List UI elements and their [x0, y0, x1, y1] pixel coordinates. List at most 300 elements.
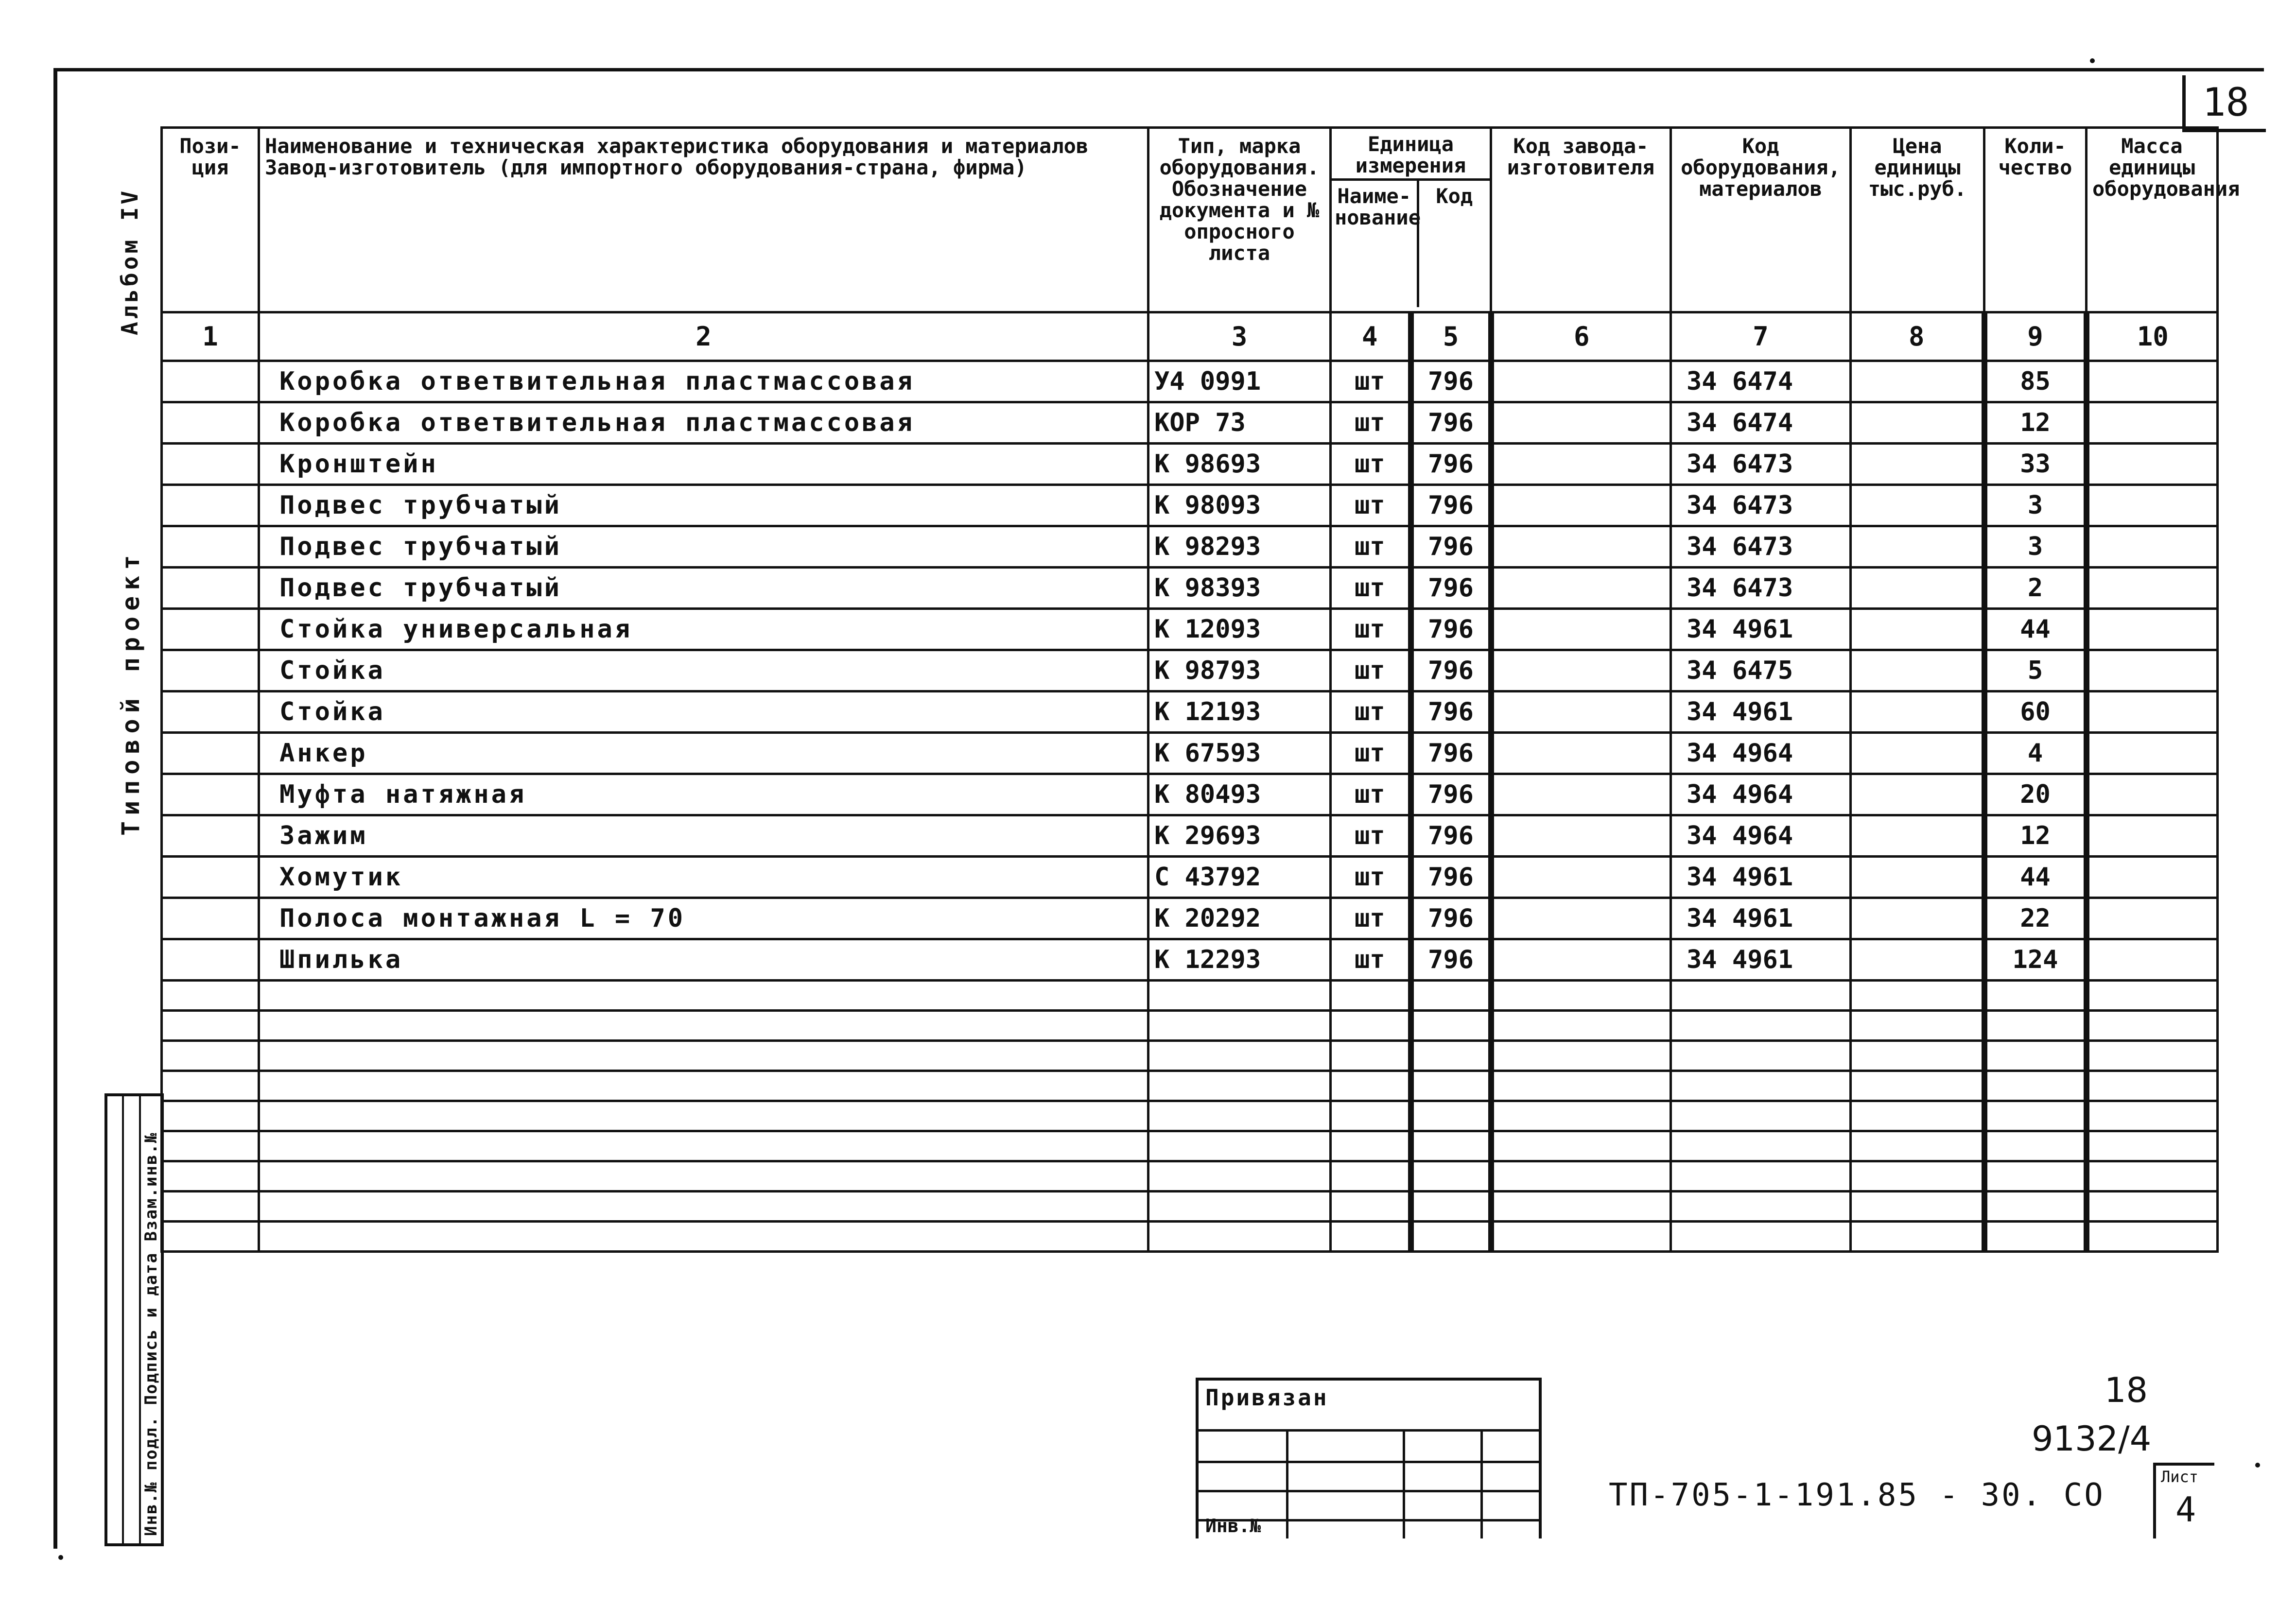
cell-code: 796: [1411, 898, 1491, 939]
cell-material-code: 34 6473: [1671, 526, 1851, 568]
cell-empty: [162, 568, 259, 609]
table-row: [162, 485, 2218, 526]
cell-empty: [2087, 1131, 2218, 1161]
cell-qty: 4: [1984, 733, 2087, 774]
header-unit-code: Код: [1436, 184, 1473, 208]
cell-empty: [2087, 691, 2218, 733]
cell-empty: [1491, 815, 1671, 857]
column-number: 9: [1984, 312, 2087, 361]
cell-empty: [1148, 1011, 1331, 1041]
cell-empty: [2087, 1161, 2218, 1192]
cell-empty: [1148, 981, 1331, 1011]
cell-material-code: 34 6473: [1671, 485, 1851, 526]
table-row-empty: [162, 981, 2218, 1011]
header-units-label: Единица измерения: [1332, 129, 1490, 181]
cell-empty: [1851, 1101, 1984, 1131]
cell-unit: шт: [1331, 650, 1411, 691]
cell-material-code: 34 6475: [1671, 650, 1851, 691]
table-row: [162, 609, 2218, 650]
header-name: Наименование и техническая характеристика оборудования и материалов Завод-изготовитель (для импортного оборудования-страна, фирма): [259, 128, 1148, 312]
cell-empty: [1491, 650, 1671, 691]
cell-empty: [1984, 1041, 2087, 1071]
cell-empty: [1491, 939, 1671, 981]
header-units-sub: [1332, 181, 1490, 307]
cell-empty: [1491, 485, 1671, 526]
cell-empty: [1671, 1011, 1851, 1041]
cell-code: 796: [1411, 402, 1491, 444]
cell-empty: [1984, 1101, 2087, 1131]
cell-empty: [1671, 981, 1851, 1011]
cell-empty: [1331, 1161, 1411, 1192]
cell-empty: [1148, 1131, 1331, 1161]
cell-empty: [1851, 402, 1984, 444]
cell-unit: шт: [1331, 733, 1411, 774]
cell-unit: шт: [1331, 898, 1411, 939]
table-row: [162, 568, 2218, 609]
cell-type: К 67593: [1148, 733, 1331, 774]
approval-stamp: [104, 1093, 164, 1546]
cell-material-code: 34 4961: [1671, 691, 1851, 733]
cell-empty: [2087, 815, 2218, 857]
cell-empty: [1984, 1071, 2087, 1101]
cell-empty: [1148, 1192, 1331, 1222]
cell-empty: [162, 485, 259, 526]
cell-material-code: 34 4961: [1671, 939, 1851, 981]
cell-code: 796: [1411, 526, 1491, 568]
cell-type: К 98393: [1148, 568, 1331, 609]
table-row: [162, 815, 2218, 857]
cell-empty: [162, 402, 259, 444]
cell-empty: [1148, 1071, 1331, 1101]
cell-empty: [1851, 1161, 1984, 1192]
cell-empty: [1491, 402, 1671, 444]
cell-material-code: 34 4961: [1671, 857, 1851, 898]
cell-empty: [1851, 857, 1984, 898]
cell-empty: [1851, 898, 1984, 939]
cell-empty: [1411, 1222, 1491, 1252]
cell-empty: [2087, 898, 2218, 939]
cell-name: Стойка: [259, 650, 1148, 691]
cell-empty: [1411, 1041, 1491, 1071]
cell-empty: [1851, 526, 1984, 568]
cell-empty: [1851, 1071, 1984, 1101]
cell-empty: [162, 609, 259, 650]
cell-empty: [2087, 1071, 2218, 1101]
cell-empty: [1851, 1041, 1984, 1071]
cell-empty: [1331, 1071, 1411, 1101]
cell-empty: [1851, 981, 1984, 1011]
cell-empty: [1491, 1161, 1671, 1192]
cell-empty: [1491, 609, 1671, 650]
cell-empty: [2087, 485, 2218, 526]
cell-empty: [162, 526, 259, 568]
table-row-empty: [162, 1011, 2218, 1041]
table-row-empty: [162, 1131, 2218, 1161]
cell-empty: [1671, 1192, 1851, 1222]
header-factory-code: Код завода-изготовителя: [1491, 128, 1671, 312]
cell-empty: [259, 1192, 1148, 1222]
cell-qty: 3: [1984, 526, 2087, 568]
header-position: Пози-ция: [162, 128, 259, 312]
cell-unit: шт: [1331, 485, 1411, 526]
cell-empty: [1851, 444, 1984, 485]
header-units-group: [1331, 128, 1491, 312]
cell-qty: 2: [1984, 568, 2087, 609]
cell-empty: [2087, 1101, 2218, 1131]
cell-empty: [1331, 1101, 1411, 1131]
cell-empty: [2087, 609, 2218, 650]
cell-name: Полоса монтажная L = 70: [259, 898, 1148, 939]
cell-code: 796: [1411, 650, 1491, 691]
cell-empty: [259, 1071, 1148, 1101]
table-row: [162, 774, 2218, 815]
cell-qty: 33: [1984, 444, 2087, 485]
cell-code: 796: [1411, 444, 1491, 485]
column-number: 2: [259, 312, 1148, 361]
cell-empty: [1331, 1011, 1411, 1041]
table-row-empty: [162, 1071, 2218, 1101]
cell-type: К 12093: [1148, 609, 1331, 650]
table-row: [162, 650, 2218, 691]
cell-material-code: 34 6474: [1671, 402, 1851, 444]
cell-name: Зажим: [259, 815, 1148, 857]
specification-body: [162, 361, 2218, 1252]
cell-empty: [1491, 1101, 1671, 1131]
cell-empty: [1491, 774, 1671, 815]
table-row: [162, 444, 2218, 485]
cell-material-code: 34 6474: [1671, 361, 1851, 402]
project-stamp: Типовой проект: [117, 549, 145, 836]
cell-empty: [2087, 568, 2218, 609]
cell-unit: шт: [1331, 361, 1411, 402]
cell-name: Подвес трубчатый: [259, 526, 1148, 568]
document-code: ТП-705-1-191.85 - 30. СО: [1609, 1477, 2105, 1513]
cell-empty: [1491, 981, 1671, 1011]
cell-qty: 5: [1984, 650, 2087, 691]
cell-qty: 44: [1984, 609, 2087, 650]
attached-label: Привязан: [1205, 1384, 1329, 1411]
cell-name: Стойка: [259, 691, 1148, 733]
column-number: 10: [2087, 312, 2218, 361]
cell-empty: [1851, 939, 1984, 981]
cell-empty: [1984, 981, 2087, 1011]
column-number: 4: [1331, 312, 1411, 361]
cell-name: Стойка универсальная: [259, 609, 1148, 650]
cell-empty: [162, 733, 259, 774]
list-label: Лист: [2161, 1468, 2199, 1486]
cell-empty: [1851, 774, 1984, 815]
cell-type: К 80493: [1148, 774, 1331, 815]
cell-empty: [2087, 444, 2218, 485]
column-number: 5: [1411, 312, 1491, 361]
inventory-number-label: Инв.№: [1205, 1515, 1261, 1537]
cell-empty: [2087, 733, 2218, 774]
cell-empty: [1491, 857, 1671, 898]
cell-empty: [162, 1192, 259, 1222]
cell-empty: [162, 1161, 259, 1192]
cell-qty: 20: [1984, 774, 2087, 815]
table-row: [162, 402, 2218, 444]
cell-empty: [1491, 1071, 1671, 1101]
cell-qty: 60: [1984, 691, 2087, 733]
cell-type: У4 0991: [1148, 361, 1331, 402]
cell-empty: [1671, 1161, 1851, 1192]
cell-empty: [259, 1101, 1148, 1131]
cell-empty: [162, 774, 259, 815]
cell-code: 796: [1411, 733, 1491, 774]
cell-empty: [1851, 691, 1984, 733]
cell-empty: [1984, 1161, 2087, 1192]
cell-empty: [2087, 1222, 2218, 1252]
cell-empty: [1331, 1222, 1411, 1252]
specification-table: [160, 126, 2240, 1253]
cell-empty: [1148, 1161, 1331, 1192]
cell-code: 796: [1411, 774, 1491, 815]
cell-name: Шпилька: [259, 939, 1148, 981]
cell-empty: [1851, 1131, 1984, 1161]
table-row-empty: [162, 1161, 2218, 1192]
cell-empty: [1851, 815, 1984, 857]
cell-empty: [1984, 1131, 2087, 1161]
cell-code: 796: [1411, 361, 1491, 402]
cell-empty: [1148, 1101, 1331, 1131]
speckle: [2255, 1463, 2260, 1468]
cell-empty: [1491, 1131, 1671, 1161]
cell-name: Муфта натяжная: [259, 774, 1148, 815]
cell-empty: [162, 939, 259, 981]
cell-empty: [259, 981, 1148, 1011]
cell-empty: [1851, 1192, 1984, 1222]
approval-stamp-text: Инв.№ подл. Подпись и дата Взам.инв.№: [141, 1132, 161, 1536]
cell-code: 796: [1411, 485, 1491, 526]
cell-empty: [1491, 568, 1671, 609]
cell-qty: 12: [1984, 402, 2087, 444]
cell-empty: [162, 1071, 259, 1101]
cell-empty: [259, 1131, 1148, 1161]
cell-empty: [162, 898, 259, 939]
table-row: [162, 526, 2218, 568]
cell-empty: [1491, 361, 1671, 402]
cell-empty: [2087, 1041, 2218, 1071]
cell-empty: [1851, 650, 1984, 691]
header-unit-name: Наиме-нование: [1332, 181, 1419, 307]
cell-code: 796: [1411, 815, 1491, 857]
cell-unit: шт: [1331, 774, 1411, 815]
cell-empty: [1411, 981, 1491, 1011]
cell-code: 796: [1411, 609, 1491, 650]
cell-qty: 3: [1984, 485, 2087, 526]
cell-name: Кронштейн: [259, 444, 1148, 485]
cell-type: КОР 73: [1148, 402, 1331, 444]
cell-empty: [1411, 1192, 1491, 1222]
cell-empty: [162, 815, 259, 857]
cell-empty: [1491, 526, 1671, 568]
cell-empty: [1851, 361, 1984, 402]
table-row: [162, 733, 2218, 774]
cell-name: Коробка ответвительная пластмассовая: [259, 402, 1148, 444]
cell-empty: [259, 1011, 1148, 1041]
list-number: 4: [2175, 1490, 2196, 1530]
table-row-empty: [162, 1101, 2218, 1131]
cell-empty: [1491, 1192, 1671, 1222]
cell-empty: [162, 857, 259, 898]
cell-type: С 43792: [1148, 857, 1331, 898]
cell-unit: шт: [1331, 939, 1411, 981]
cell-empty: [1851, 609, 1984, 650]
cell-name: Подвес трубчатый: [259, 485, 1148, 526]
table-row: [162, 857, 2218, 898]
cell-empty: [162, 1222, 259, 1252]
cell-empty: [259, 1222, 1148, 1252]
header-price: Цена единицы тыс.руб.: [1851, 128, 1984, 312]
cell-empty: [1411, 1011, 1491, 1041]
cell-empty: [162, 361, 259, 402]
cell-name: Коробка ответвительная пластмассовая: [259, 361, 1148, 402]
cell-empty: [1411, 1161, 1491, 1192]
cell-material-code: 34 6473: [1671, 444, 1851, 485]
cell-empty: [1851, 1222, 1984, 1252]
cell-type: К 12293: [1148, 939, 1331, 981]
cell-empty: [1411, 1101, 1491, 1131]
cell-unit: шт: [1331, 857, 1411, 898]
cell-unit: шт: [1331, 568, 1411, 609]
title-block: [1196, 1378, 1542, 1538]
cell-qty: 124: [1984, 939, 2087, 981]
cell-empty: [1491, 733, 1671, 774]
cell-empty: [1411, 1131, 1491, 1161]
sheet-number-top: 18: [2182, 75, 2266, 132]
cell-empty: [2087, 526, 2218, 568]
column-number: 1: [162, 312, 259, 361]
cell-empty: [2087, 939, 2218, 981]
column-number: 6: [1491, 312, 1671, 361]
cell-empty: [2087, 857, 2218, 898]
table-row: [162, 898, 2218, 939]
cell-empty: [1331, 981, 1411, 1011]
header-type: Тип, марка оборудования. Обозначение документа и № опросного листа: [1148, 128, 1331, 312]
cell-empty: [1984, 1192, 2087, 1222]
cell-code: 796: [1411, 691, 1491, 733]
cell-empty: [1148, 1041, 1331, 1071]
cell-unit: шт: [1331, 815, 1411, 857]
speckle: [2090, 58, 2095, 63]
cell-qty: 44: [1984, 857, 2087, 898]
cell-empty: [2087, 774, 2218, 815]
cell-empty: [1491, 1011, 1671, 1041]
header-quantity: Коли-чество: [1984, 128, 2087, 312]
header-mass: Масса единицы оборудования: [2087, 128, 2218, 312]
cell-type: К 98693: [1148, 444, 1331, 485]
cell-empty: [162, 444, 259, 485]
cell-code: 796: [1411, 857, 1491, 898]
cell-empty: [1671, 1041, 1851, 1071]
album-number: 9132/4: [2032, 1419, 2152, 1459]
list-box: [2153, 1463, 2214, 1538]
cell-empty: [162, 1041, 259, 1071]
cell-empty: [1851, 485, 1984, 526]
cell-empty: [162, 691, 259, 733]
cell-type: К 98093: [1148, 485, 1331, 526]
cell-type: К 98293: [1148, 526, 1331, 568]
cell-type: К 29693: [1148, 815, 1331, 857]
cell-empty: [259, 1161, 1148, 1192]
cell-empty: [1148, 1222, 1331, 1252]
cell-empty: [1851, 568, 1984, 609]
column-number: 3: [1148, 312, 1331, 361]
cell-unit: шт: [1331, 444, 1411, 485]
cell-empty: [1671, 1131, 1851, 1161]
cell-unit: шт: [1331, 691, 1411, 733]
sheet-number-bottom: 18: [2105, 1370, 2148, 1410]
speckle: [58, 1555, 63, 1560]
cell-empty: [162, 1101, 259, 1131]
cell-empty: [2087, 650, 2218, 691]
album-stamp: Альбом IV: [117, 188, 143, 335]
cell-empty: [1851, 1011, 1984, 1041]
cell-empty: [1671, 1071, 1851, 1101]
cell-empty: [1331, 1192, 1411, 1222]
cell-code: 796: [1411, 568, 1491, 609]
cell-type: К 98793: [1148, 650, 1331, 691]
cell-name: Хомутик: [259, 857, 1148, 898]
cell-empty: [259, 1041, 1148, 1071]
cell-empty: [1491, 1041, 1671, 1071]
cell-empty: [1671, 1101, 1851, 1131]
cell-empty: [162, 1011, 259, 1041]
header-material-code: Код оборудования, материалов: [1671, 128, 1851, 312]
table-row-empty: [162, 1041, 2218, 1071]
cell-material-code: 34 6473: [1671, 568, 1851, 609]
cell-material-code: 34 4964: [1671, 774, 1851, 815]
cell-material-code: 34 4964: [1671, 733, 1851, 774]
cell-empty: [2087, 981, 2218, 1011]
cell-empty: [1491, 898, 1671, 939]
cell-material-code: 34 4964: [1671, 815, 1851, 857]
cell-empty: [2087, 402, 2218, 444]
cell-qty: 85: [1984, 361, 2087, 402]
table-row: [162, 361, 2218, 402]
cell-empty: [1984, 1222, 2087, 1252]
table-row-empty: [162, 1222, 2218, 1252]
cell-empty: [162, 1131, 259, 1161]
cell-type: К 20292: [1148, 898, 1331, 939]
cell-qty: 12: [1984, 815, 2087, 857]
cell-type: К 12193: [1148, 691, 1331, 733]
column-number-row: [162, 312, 2218, 361]
table-row: [162, 691, 2218, 733]
cell-empty: [2087, 361, 2218, 402]
cell-code: 796: [1411, 939, 1491, 981]
cell-empty: [1984, 1011, 2087, 1041]
cell-material-code: 34 4961: [1671, 609, 1851, 650]
cell-empty: [1491, 1222, 1671, 1252]
cell-empty: [1491, 691, 1671, 733]
cell-empty: [2087, 1011, 2218, 1041]
table-row: [162, 939, 2218, 981]
column-number: 7: [1671, 312, 1851, 361]
cell-empty: [1331, 1131, 1411, 1161]
cell-material-code: 34 4961: [1671, 898, 1851, 939]
table-row-empty: [162, 1192, 2218, 1222]
cell-qty: 22: [1984, 898, 2087, 939]
cell-name: Подвес трубчатый: [259, 568, 1148, 609]
cell-unit: шт: [1331, 526, 1411, 568]
cell-empty: [1491, 444, 1671, 485]
column-number: 8: [1851, 312, 1984, 361]
cell-empty: [1851, 733, 1984, 774]
cell-empty: [1671, 1222, 1851, 1252]
cell-empty: [2087, 1192, 2218, 1222]
